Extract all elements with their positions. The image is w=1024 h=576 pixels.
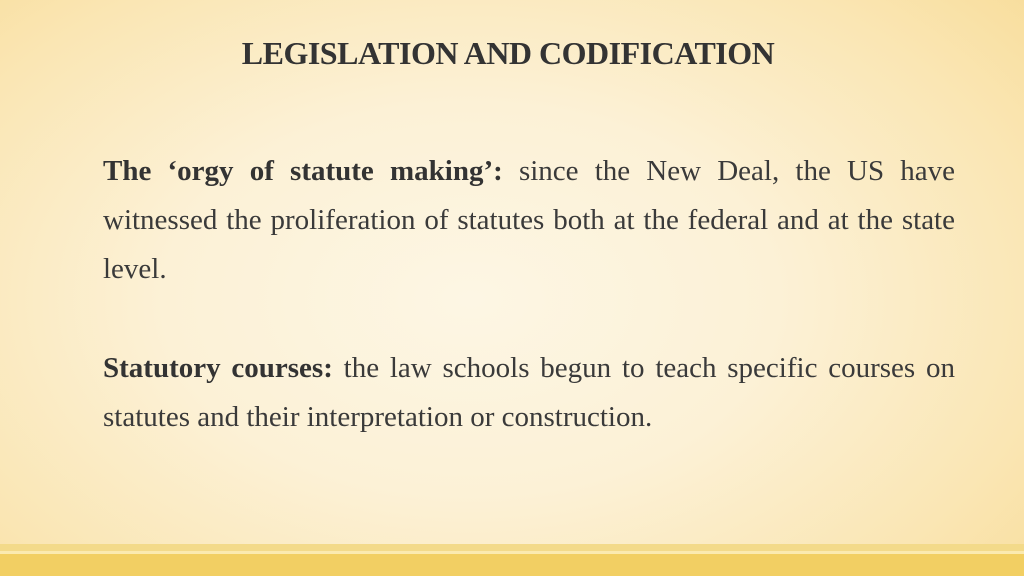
paragraph-statutory-courses (103, 344, 955, 442)
paragraph-body: the law schools begun to teach specific courses on statutes and their interpretation or construction. (103, 352, 955, 433)
paragraph-lead: The ‘orgy of statute making’: (103, 155, 503, 187)
paragraph-lead: Statutory courses: (103, 352, 333, 384)
slide-title: LEGISLATION AND CODIFICATION (241, 35, 775, 71)
paragraph-body: since the New Deal, the US have witnessed the proliferation of statutes both at the federal and at the state level. (103, 155, 955, 285)
footer-band (0, 544, 1024, 576)
paragraph-orgy-of-statute-making (103, 147, 955, 294)
